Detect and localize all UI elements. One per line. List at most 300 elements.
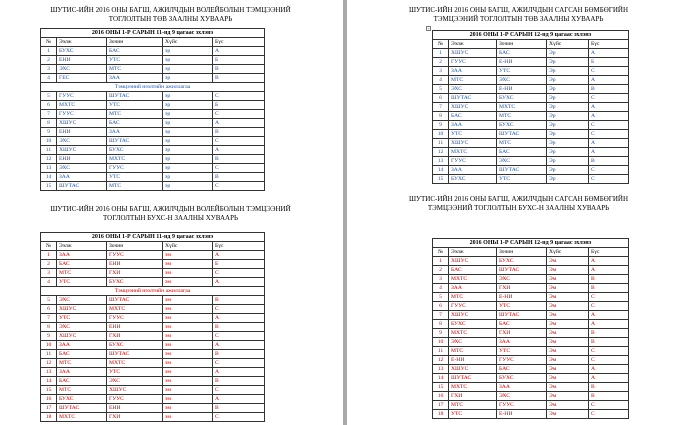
table-row	[41, 296, 265, 305]
table-cell: 17	[433, 401, 449, 410]
table-row	[41, 332, 265, 341]
table-cell: Эр	[547, 103, 589, 112]
table-row	[433, 157, 629, 166]
table-cell: УТС	[107, 173, 163, 182]
table-cell: эм	[163, 269, 213, 278]
table-cell: 16	[41, 395, 57, 404]
table-cell: МТС	[107, 110, 163, 119]
table-cell: Эр	[547, 58, 589, 67]
table-cell: эр	[163, 182, 213, 191]
table-cell: В	[213, 128, 265, 137]
table-cell: ХШУС	[449, 311, 497, 320]
table-cell: Е-НИ	[497, 410, 547, 419]
table-cell: 12	[433, 148, 449, 157]
table-cell: эр	[163, 92, 213, 101]
table-cell: С	[589, 356, 629, 365]
column-header: Зочин	[107, 242, 163, 251]
table-cell: 16	[433, 392, 449, 401]
table-cell: УТС	[107, 101, 163, 110]
table-cell: 6	[433, 302, 449, 311]
table-cell: Эр	[547, 130, 589, 139]
column-header: Хүйс	[163, 242, 213, 251]
table-cell: ШУТАС	[449, 94, 497, 103]
table-cell: ШУТАС	[107, 92, 163, 101]
table-cell: 8	[41, 323, 57, 332]
ceremony-row	[41, 83, 265, 92]
table-cell: ЕНИ	[107, 404, 163, 413]
table-cell: МТС	[449, 76, 497, 85]
table-row	[433, 329, 629, 338]
table-cell: Эр	[547, 94, 589, 103]
table-row	[433, 257, 629, 266]
table-cell: 10	[433, 338, 449, 347]
table-cell: БУХС	[107, 146, 163, 155]
table-cell: ГУУС	[449, 157, 497, 166]
table-row	[433, 302, 629, 311]
table-cell: 2	[41, 56, 57, 65]
table-cell: эм	[163, 377, 213, 386]
table-cell: 8	[433, 112, 449, 121]
table-cell: Е-НИ	[497, 58, 547, 67]
table-cell: Эм	[547, 284, 589, 293]
table-cell: Е-НИ	[449, 356, 497, 365]
table-cell: УТС	[449, 130, 497, 139]
table-cell: БУХС	[107, 278, 163, 287]
table-row	[433, 67, 629, 76]
table-cell: 6	[41, 305, 57, 314]
table-cell: Эм	[547, 365, 589, 374]
table-cell: ХШУС	[57, 146, 107, 155]
table-cell: А	[213, 119, 265, 128]
table-cell: эм	[163, 323, 213, 332]
table-cell: ШУТАС	[497, 311, 547, 320]
table-row	[433, 356, 629, 365]
table-row	[41, 323, 265, 332]
schedule-table-top-left	[40, 28, 265, 191]
table-cell: ЗАА	[107, 128, 163, 137]
table-cell: БУХС	[449, 175, 497, 184]
table-row	[41, 146, 265, 155]
table-cell: С	[589, 121, 629, 130]
table-cell: С	[213, 269, 265, 278]
table-cell: ГУУС	[107, 314, 163, 323]
table-cell: Эм	[547, 266, 589, 275]
table-cell: А	[213, 314, 265, 323]
table-row	[433, 275, 629, 284]
table-cell: ГХИ	[497, 329, 547, 338]
table-cell: эм	[163, 278, 213, 287]
table-cell: ЕНИ	[57, 155, 107, 164]
table-cell: Эм	[547, 374, 589, 383]
table-cell: 14	[433, 374, 449, 383]
table-cell: эр	[163, 119, 213, 128]
ceremony-row	[41, 287, 265, 296]
table-cell: 18	[433, 410, 449, 419]
table-cell: эр	[163, 65, 213, 74]
table-caption-row	[41, 233, 265, 242]
table-row	[41, 269, 265, 278]
table-cell: МТС	[57, 386, 107, 395]
table-header-row	[41, 242, 265, 251]
table-row	[433, 58, 629, 67]
column-header: Зочин	[107, 38, 163, 47]
table-cell: эм	[163, 413, 213, 422]
table-cell: 7	[41, 110, 57, 119]
table-cell: Б	[213, 260, 265, 269]
table-row	[41, 92, 265, 101]
table-cell: ЗАА	[107, 74, 163, 83]
table-cell: 1	[433, 49, 449, 58]
table-cell: 4	[41, 278, 57, 287]
column-header: Хүйс	[163, 38, 213, 47]
table-cell: 13	[41, 164, 57, 173]
table-cell: Б	[589, 58, 629, 67]
table-cell: МХТС	[449, 383, 497, 392]
table-cell: ЭХС	[57, 65, 107, 74]
table-row	[433, 139, 629, 148]
column-header: Зочин	[497, 40, 547, 49]
table-cell: Эм	[547, 410, 589, 419]
table-cell: МТС	[497, 139, 547, 148]
table-cell: ХШУС	[449, 365, 497, 374]
table-cell: ЗАА	[57, 173, 107, 182]
table-cell: УТС	[107, 368, 163, 377]
table-cell: эр	[163, 110, 213, 119]
table-cell: эм	[163, 260, 213, 269]
table-row	[41, 413, 265, 422]
table-cell: Эр	[547, 166, 589, 175]
table-cell: МТС	[57, 359, 107, 368]
table-cell: БАС	[497, 49, 547, 58]
table-cell: С	[589, 67, 629, 76]
table-row	[433, 401, 629, 410]
table-cell: БАС	[497, 365, 547, 374]
table-cell: БУХС	[57, 395, 107, 404]
table-cell: Б	[213, 56, 265, 65]
table-cell: В	[213, 296, 265, 305]
table-cell: эр	[163, 74, 213, 83]
table-cell: 13	[433, 157, 449, 166]
table-row	[41, 65, 265, 74]
table-row	[41, 47, 265, 56]
table-cell: 9	[433, 329, 449, 338]
table-cell: БАС	[57, 377, 107, 386]
table-cell: Б	[213, 101, 265, 110]
table-cell: 6	[41, 101, 57, 110]
table-cell: эм	[163, 341, 213, 350]
table-cell: ГХИ	[497, 284, 547, 293]
table-cell: Эм	[547, 320, 589, 329]
table-cell: ЭХС	[449, 85, 497, 94]
table-cell: ЭХС	[449, 338, 497, 347]
table-cell: ЗАА	[57, 251, 107, 260]
table-row	[41, 341, 265, 350]
table-caption: 2016 ОНЫ 1-Р САРЫН 12-нд 9 цагаас эхлэнэ	[433, 239, 629, 248]
table-cell: ГУУС	[57, 110, 107, 119]
table-cell: А	[589, 311, 629, 320]
table-cell: 5	[433, 293, 449, 302]
table-cell: С	[589, 401, 629, 410]
table-cell: 8	[433, 320, 449, 329]
table-cell: 13	[433, 365, 449, 374]
table-cell: МХТС	[497, 103, 547, 112]
table-cell: МТС	[449, 401, 497, 410]
table-row	[433, 49, 629, 58]
table-cell: 15	[433, 175, 449, 184]
table-cell: Эр	[547, 85, 589, 94]
table-cell: ГХИ	[107, 332, 163, 341]
table-cell: Эр	[547, 121, 589, 130]
table-cell: 3	[433, 67, 449, 76]
table-cell: В	[589, 338, 629, 347]
table-cell: БУХС	[497, 257, 547, 266]
column-header: Бүс	[213, 38, 265, 47]
table-cell: МХТС	[57, 101, 107, 110]
table-header-row	[41, 38, 265, 47]
table-cell: ХШУС	[449, 139, 497, 148]
table-cell: В	[213, 377, 265, 386]
table-cell: Эм	[547, 401, 589, 410]
table-cell: МТС	[449, 293, 497, 302]
table-row	[41, 395, 265, 404]
table-cell: БАС	[107, 119, 163, 128]
table-cell: А	[213, 368, 265, 377]
table-cell: С	[589, 410, 629, 419]
table-cell: В	[213, 173, 265, 182]
table-cell: 9	[433, 121, 449, 130]
table-cell: В	[589, 157, 629, 166]
table-cell: С	[589, 293, 629, 302]
table-cell: Эр	[547, 112, 589, 121]
table-row	[41, 173, 265, 182]
table-cell: ШУТАС	[57, 182, 107, 191]
table-cell: МХТС	[449, 148, 497, 157]
table-cell: ЕНИ	[57, 56, 107, 65]
table-row	[41, 137, 265, 146]
table-cell: Эм	[547, 302, 589, 311]
table-cell: ШУТАС	[57, 404, 107, 413]
table-cell: МТС	[449, 347, 497, 356]
table-cell: ШУТАС	[107, 296, 163, 305]
table-cell: ГУУС	[107, 251, 163, 260]
table-cell: УТС	[497, 302, 547, 311]
table-cell: БАС	[107, 47, 163, 56]
heading-bottom-left: ШУТИС-ИЙН 2016 ОНЫ БАГШ, АЖИЛЧДЫН ВОЛЕЙБОЛЫН ТЭМЦЭЭНИЙ ТОГЛОЛТЫН БУХС-Н ЗААЛНЫ ХУВААРЬ	[50, 205, 291, 222]
table-caption-row	[433, 31, 629, 40]
table-cell: ХШУС	[449, 257, 497, 266]
table-cell: С	[589, 175, 629, 184]
table-row	[41, 314, 265, 323]
table-cell: ГУУС	[107, 164, 163, 173]
table-cell: 17	[41, 404, 57, 413]
table-cell: ЭХС	[107, 377, 163, 386]
table-cell: МТС	[497, 112, 547, 121]
table-cell: ЭХС	[497, 157, 547, 166]
table-cell: ГУУС	[449, 302, 497, 311]
table-row	[433, 392, 629, 401]
table-cell: ЭХС	[497, 392, 547, 401]
table-cell: БАС	[57, 260, 107, 269]
table-cell: Эм	[547, 257, 589, 266]
table-cell: БУХС	[497, 374, 547, 383]
table-row	[41, 368, 265, 377]
table-cell: 5	[41, 92, 57, 101]
table-cell: эм	[163, 350, 213, 359]
table-cell: УТС	[497, 347, 547, 356]
table-cell: МХТС	[107, 155, 163, 164]
table-cell: БУХС	[107, 341, 163, 350]
table-cell: ГХИ	[449, 392, 497, 401]
table-cell: А	[213, 251, 265, 260]
table-cell: 13	[41, 368, 57, 377]
table-caption: 2016 ОНЫ 1-Р САРЫН 11-нд 9 цагаас эхлэнэ	[41, 233, 265, 242]
table-cell: 10	[433, 130, 449, 139]
table-cell: А	[213, 47, 265, 56]
table-cell: А	[213, 278, 265, 287]
schedule-table-bottom-left	[40, 232, 265, 422]
table-cell: В	[589, 275, 629, 284]
column-header: №	[433, 40, 449, 49]
table-row	[433, 293, 629, 302]
table-cell: С	[213, 92, 265, 101]
heading-top-right: ШУТИС-ИЙН 2016 ОНЫ БАГШ, АЖИЛЧДЫН САГСАН БӨМБӨГИЙН ТЭМЦЭЭНИЙ ТОГЛОЛТЫН ТӨВ ЗААЛНЫ ХУВААРЬ	[408, 6, 629, 23]
table-cell: С	[589, 130, 629, 139]
table-cell: МХТС	[107, 359, 163, 368]
table-cell: С	[213, 332, 265, 341]
table-cell: С	[213, 305, 265, 314]
column-header: Бүс	[589, 248, 629, 257]
table-cell: В	[213, 74, 265, 83]
table-cell: БУХС	[497, 94, 547, 103]
table-row	[433, 266, 629, 275]
table-row	[41, 377, 265, 386]
table-cell: Эм	[547, 329, 589, 338]
table-cell: Эм	[547, 311, 589, 320]
table-cell: 4	[433, 284, 449, 293]
heading-bottom-right[interactable]: ШУТИС-ИЙН 2016 ОНЫ БАГШ, АЖИЛЧДЫН САГСАН БӨМБӨГИЙН ТЭМЦЭЭНИЙ ТОГЛОЛТЫН БУХС-Н ЗААЛНЫ ХУВААРЬ	[408, 195, 629, 212]
table-row	[41, 251, 265, 260]
table-cell: Эм	[547, 338, 589, 347]
table-cell: ЕНИ	[107, 260, 163, 269]
table-cell: БАС	[497, 148, 547, 157]
column-header: Хүйс	[547, 40, 589, 49]
table-cell: эм	[163, 386, 213, 395]
table-cell: ГУУС	[107, 395, 163, 404]
table-cell: ХШУС	[57, 332, 107, 341]
table-cell: Эм	[547, 383, 589, 392]
table-cell: ШУТАС	[107, 350, 163, 359]
table-row	[41, 260, 265, 269]
table-cell: 12	[41, 359, 57, 368]
table-row	[41, 164, 265, 173]
table-cell: 14	[433, 166, 449, 175]
column-header: №	[433, 248, 449, 257]
table-cell: 11	[41, 350, 57, 359]
table-cell: 15	[433, 383, 449, 392]
table-cell: 7	[41, 314, 57, 323]
table-row	[41, 350, 265, 359]
table-cell: 11	[433, 139, 449, 148]
table-cell: эм	[163, 368, 213, 377]
table-cell: ШУТАС	[107, 137, 163, 146]
table-cell: 4	[41, 74, 57, 83]
schedule-table-bottom-right	[432, 238, 629, 419]
table-cell: ЭХС	[57, 296, 107, 305]
table-cell: Эм	[547, 392, 589, 401]
table-cell: эм	[163, 359, 213, 368]
table-row	[433, 410, 629, 419]
table-cell: ХШУС	[449, 49, 497, 58]
table-cell: Эм	[547, 356, 589, 365]
schedule-table-top-right	[432, 30, 629, 184]
table-row	[433, 365, 629, 374]
table-cell: С	[213, 182, 265, 191]
table-cell: А	[589, 365, 629, 374]
table-cell: В	[589, 85, 629, 94]
table-cell: В	[213, 323, 265, 332]
table-move-handle-icon[interactable]: +	[427, 26, 430, 31]
table-cell: ГУУС	[497, 401, 547, 410]
table-cell: эр	[163, 146, 213, 155]
table-cell: МХТС	[57, 413, 107, 422]
table-cell: 12	[41, 155, 57, 164]
table-cell: БАС	[57, 350, 107, 359]
table-cell: МХТС	[449, 275, 497, 284]
table-cell: А	[589, 266, 629, 275]
table-cell: В	[589, 392, 629, 401]
table-cell: ШУТАС	[497, 266, 547, 275]
table-cell: ЕНИ	[107, 323, 163, 332]
table-cell: эм	[163, 305, 213, 314]
column-header: Ээлж	[57, 38, 107, 47]
table-cell: С	[589, 166, 629, 175]
table-row	[433, 347, 629, 356]
table-cell: 1	[41, 47, 57, 56]
table-cell: В	[213, 65, 265, 74]
table-cell: ГЕС	[57, 74, 107, 83]
table-cell: 14	[41, 173, 57, 182]
column-header: Хүйс	[547, 248, 589, 257]
table-cell: 9	[41, 128, 57, 137]
table-row	[41, 155, 265, 164]
table-cell: Эр	[547, 76, 589, 85]
table-cell: 5	[41, 296, 57, 305]
table-row	[433, 166, 629, 175]
table-header-row	[433, 248, 629, 257]
table-caption-row	[41, 29, 265, 38]
column-header: Зочин	[497, 248, 547, 257]
table-cell: В	[589, 329, 629, 338]
table-cell: 12	[433, 356, 449, 365]
table-cell: Е-НИ	[497, 293, 547, 302]
table-cell: Эм	[547, 347, 589, 356]
ceremony-label: Тэмцээний нээлтийн ажиллагаа	[41, 83, 265, 92]
column-header: Бүс	[213, 242, 265, 251]
table-cell: эм	[163, 404, 213, 413]
table-cell: 7	[433, 311, 449, 320]
table-cell: 8	[41, 119, 57, 128]
table-cell: УТС	[57, 314, 107, 323]
table-cell: БАС	[449, 112, 497, 121]
table-cell: эм	[163, 395, 213, 404]
column-header: Бүс	[589, 40, 629, 49]
table-cell: 1	[41, 251, 57, 260]
table-cell: ШУТАС	[449, 374, 497, 383]
table-cell: МХТС	[107, 305, 163, 314]
ceremony-label: Тэмцээний нээлтийн ажиллагаа	[41, 287, 265, 296]
table-cell: А	[213, 146, 265, 155]
table-cell: ГУУС	[449, 58, 497, 67]
